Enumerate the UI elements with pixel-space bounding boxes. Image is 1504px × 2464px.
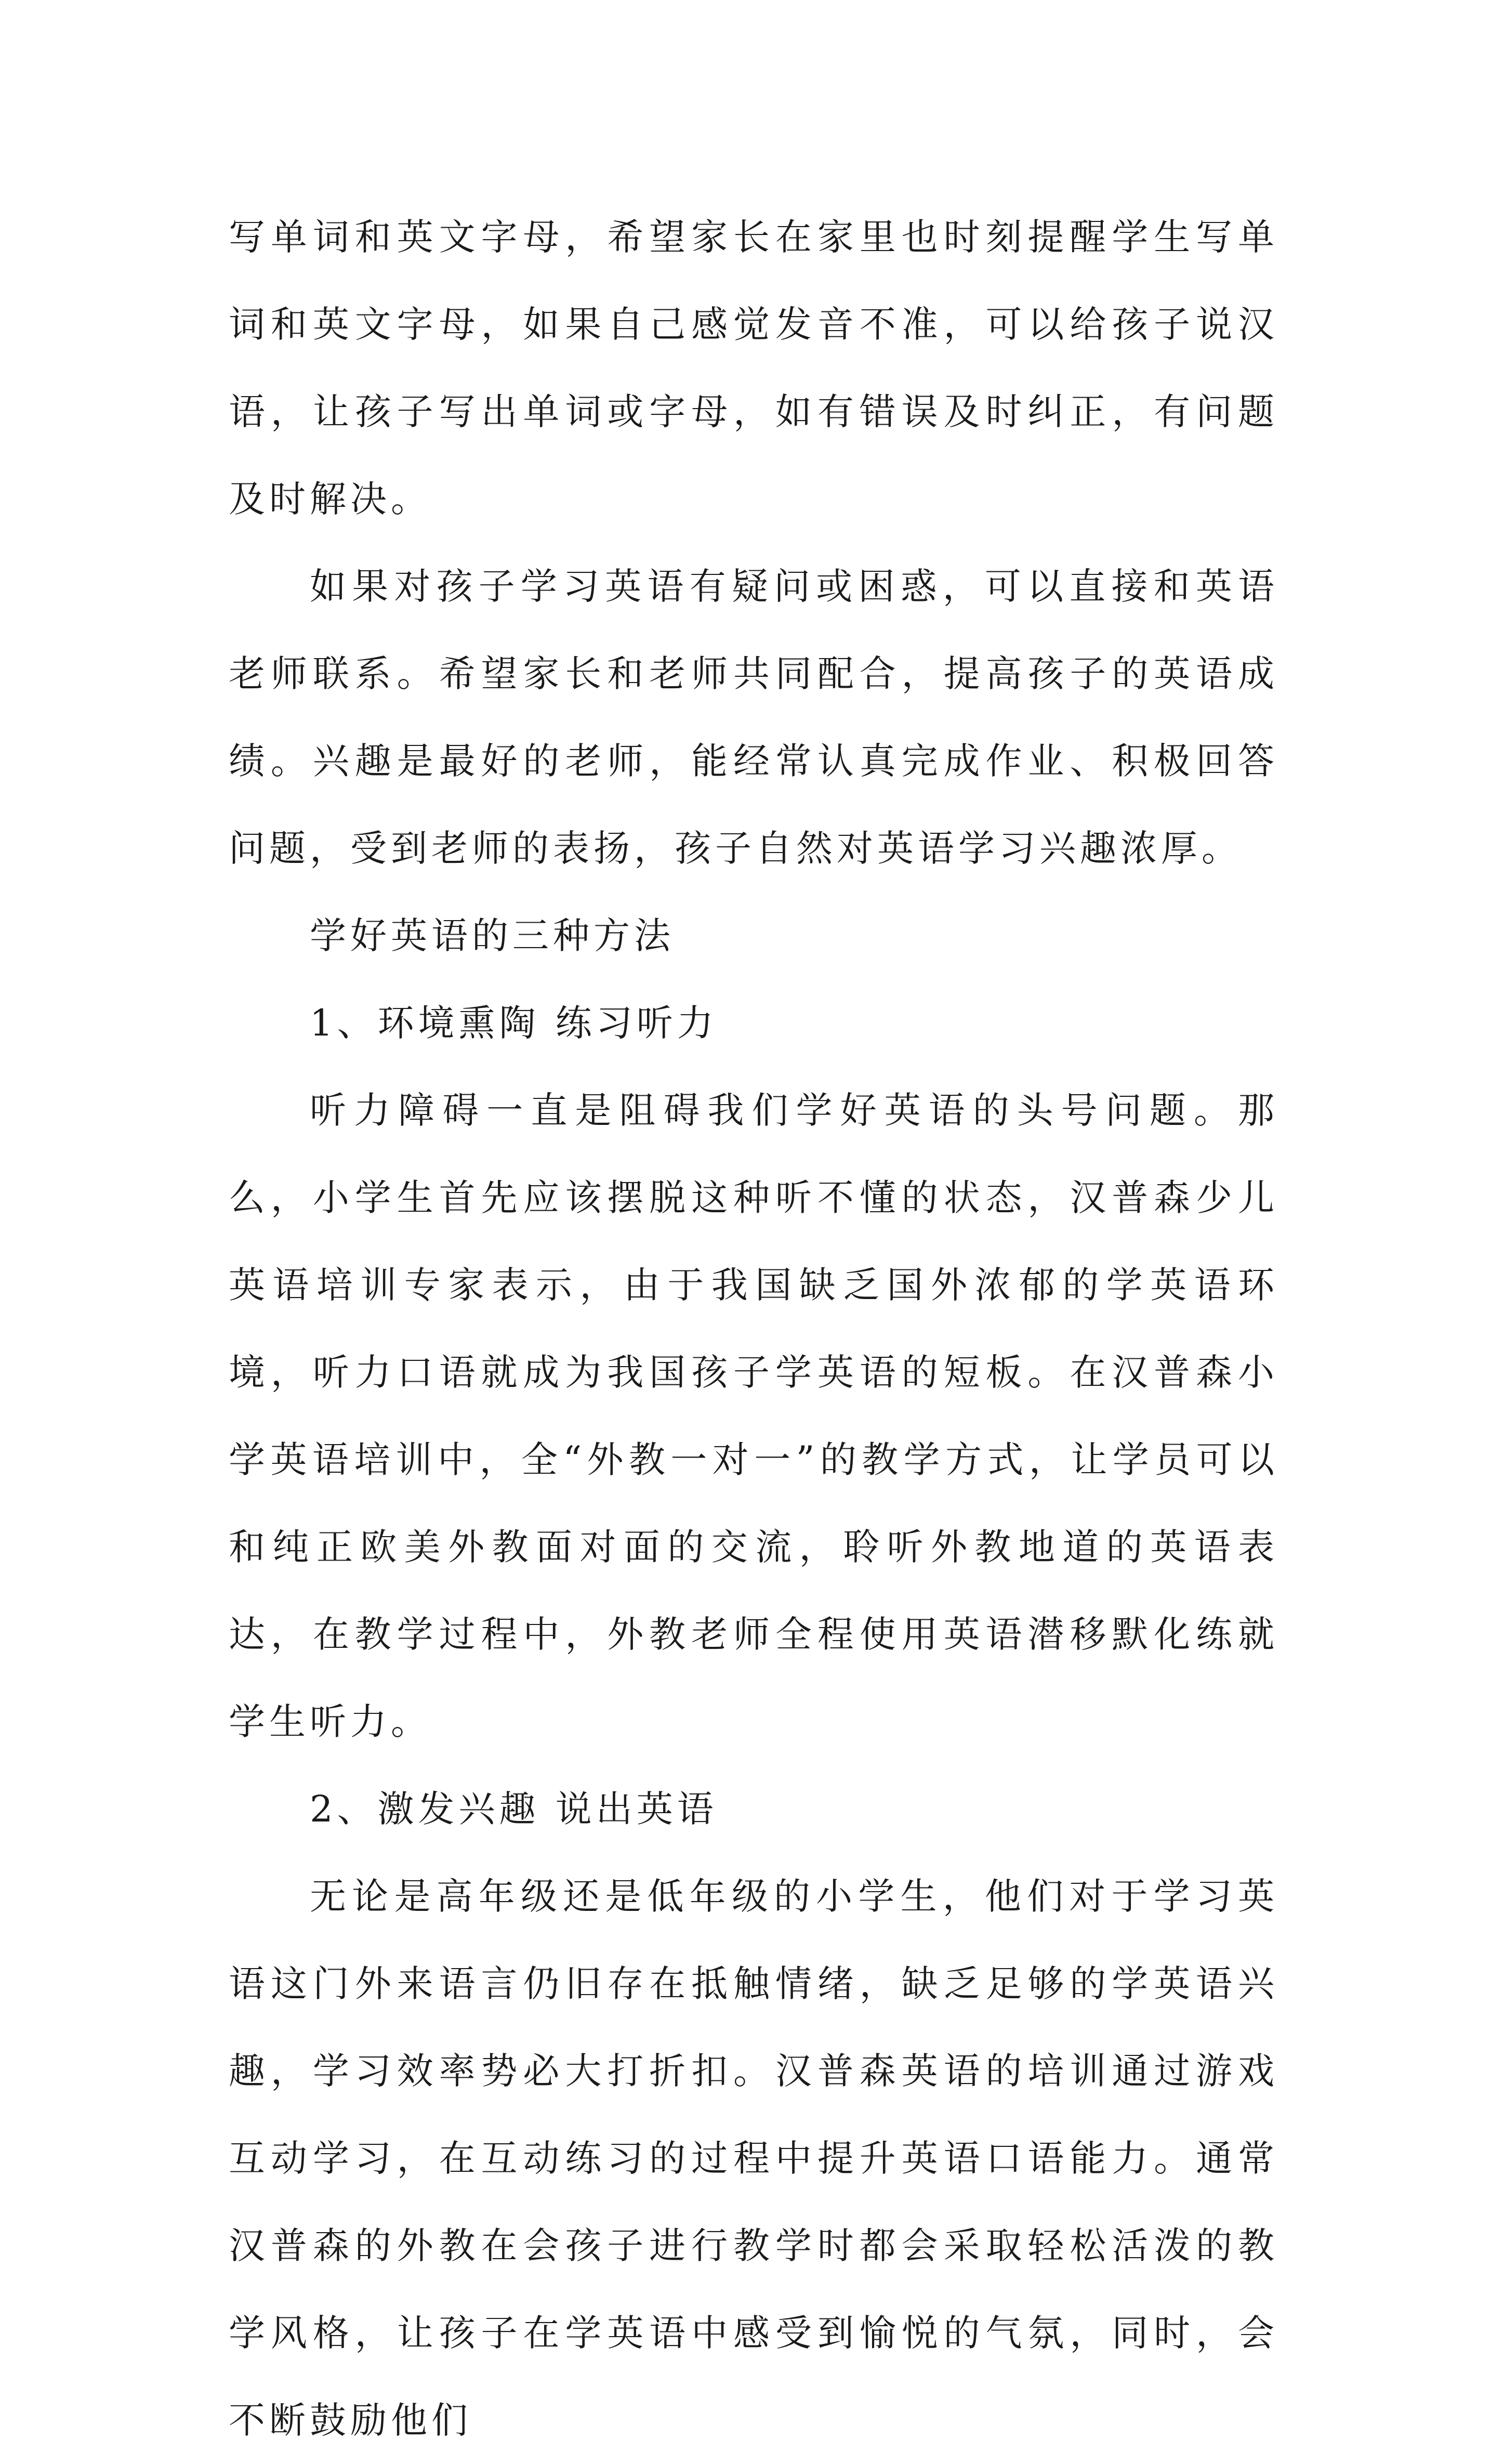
document-body bbox=[229, 193, 1278, 2464]
paragraph-2: 如果对孩子学习英语有疑问或困惑，可以直接和英语老师联系。希望家长和老师共同配合，提高孩子的英语成绩。兴趣是最好的老师，能经常认真完成作业、积极回答问题，受到老师的表扬，孩子自然对英语学习兴趣浓厚。 bbox=[229, 565, 1278, 870]
subheading-speaking: 2、激发兴趣 说出英语 bbox=[310, 1788, 718, 1830]
paragraph-1: 写单词和英文字母，希望家长在家里也时刻提醒学生写单词和英文字母，如果自己感觉发音不准，可以给孩子说汉语，让孩子写出单词或字母，如有错误及时纠正，有问题及时解决。 bbox=[229, 216, 1278, 520]
section-heading-methods: 学好英语的三种方法 bbox=[310, 914, 675, 957]
paragraph-listening: 听力障碍一直是阻碍我们学好英语的头号问题。那么，小学生首先应该摆脱这种听不懂的状态，汉普森少儿英语培训专家表示，由于我国缺乏国外浓郁的学英语环境，听力口语就成为我国孩子学英语的短板。在汉普森小学英语培训中，全“外教一对一”的教学方式，让学员可以和纯正欧美外教面对面的交流，聆听外教地道的英语表达，在教学过程中，外教老师全程使用英语潜移默化练就学生听力。 bbox=[229, 1089, 1278, 1743]
paragraph-speaking: 无论是高年级还是低年级的小学生，他们对于学习英语这门外来语言仍旧存在抵触情绪，缺乏足够的学英语兴趣，学习效率势必大打折扣。汉普森英语的培训通过游戏互动学习，在互动练习的过程中提升英语口语能力。通常汉普森的外教在会孩子进行教学时都会采取轻松活泼的教学风格，让孩子在学英语中感受到愉悦的气氛，同时，会不断鼓励他们 bbox=[229, 1875, 1278, 2442]
subheading-listening: 1、环境熏陶 练习听力 bbox=[310, 1002, 718, 1044]
